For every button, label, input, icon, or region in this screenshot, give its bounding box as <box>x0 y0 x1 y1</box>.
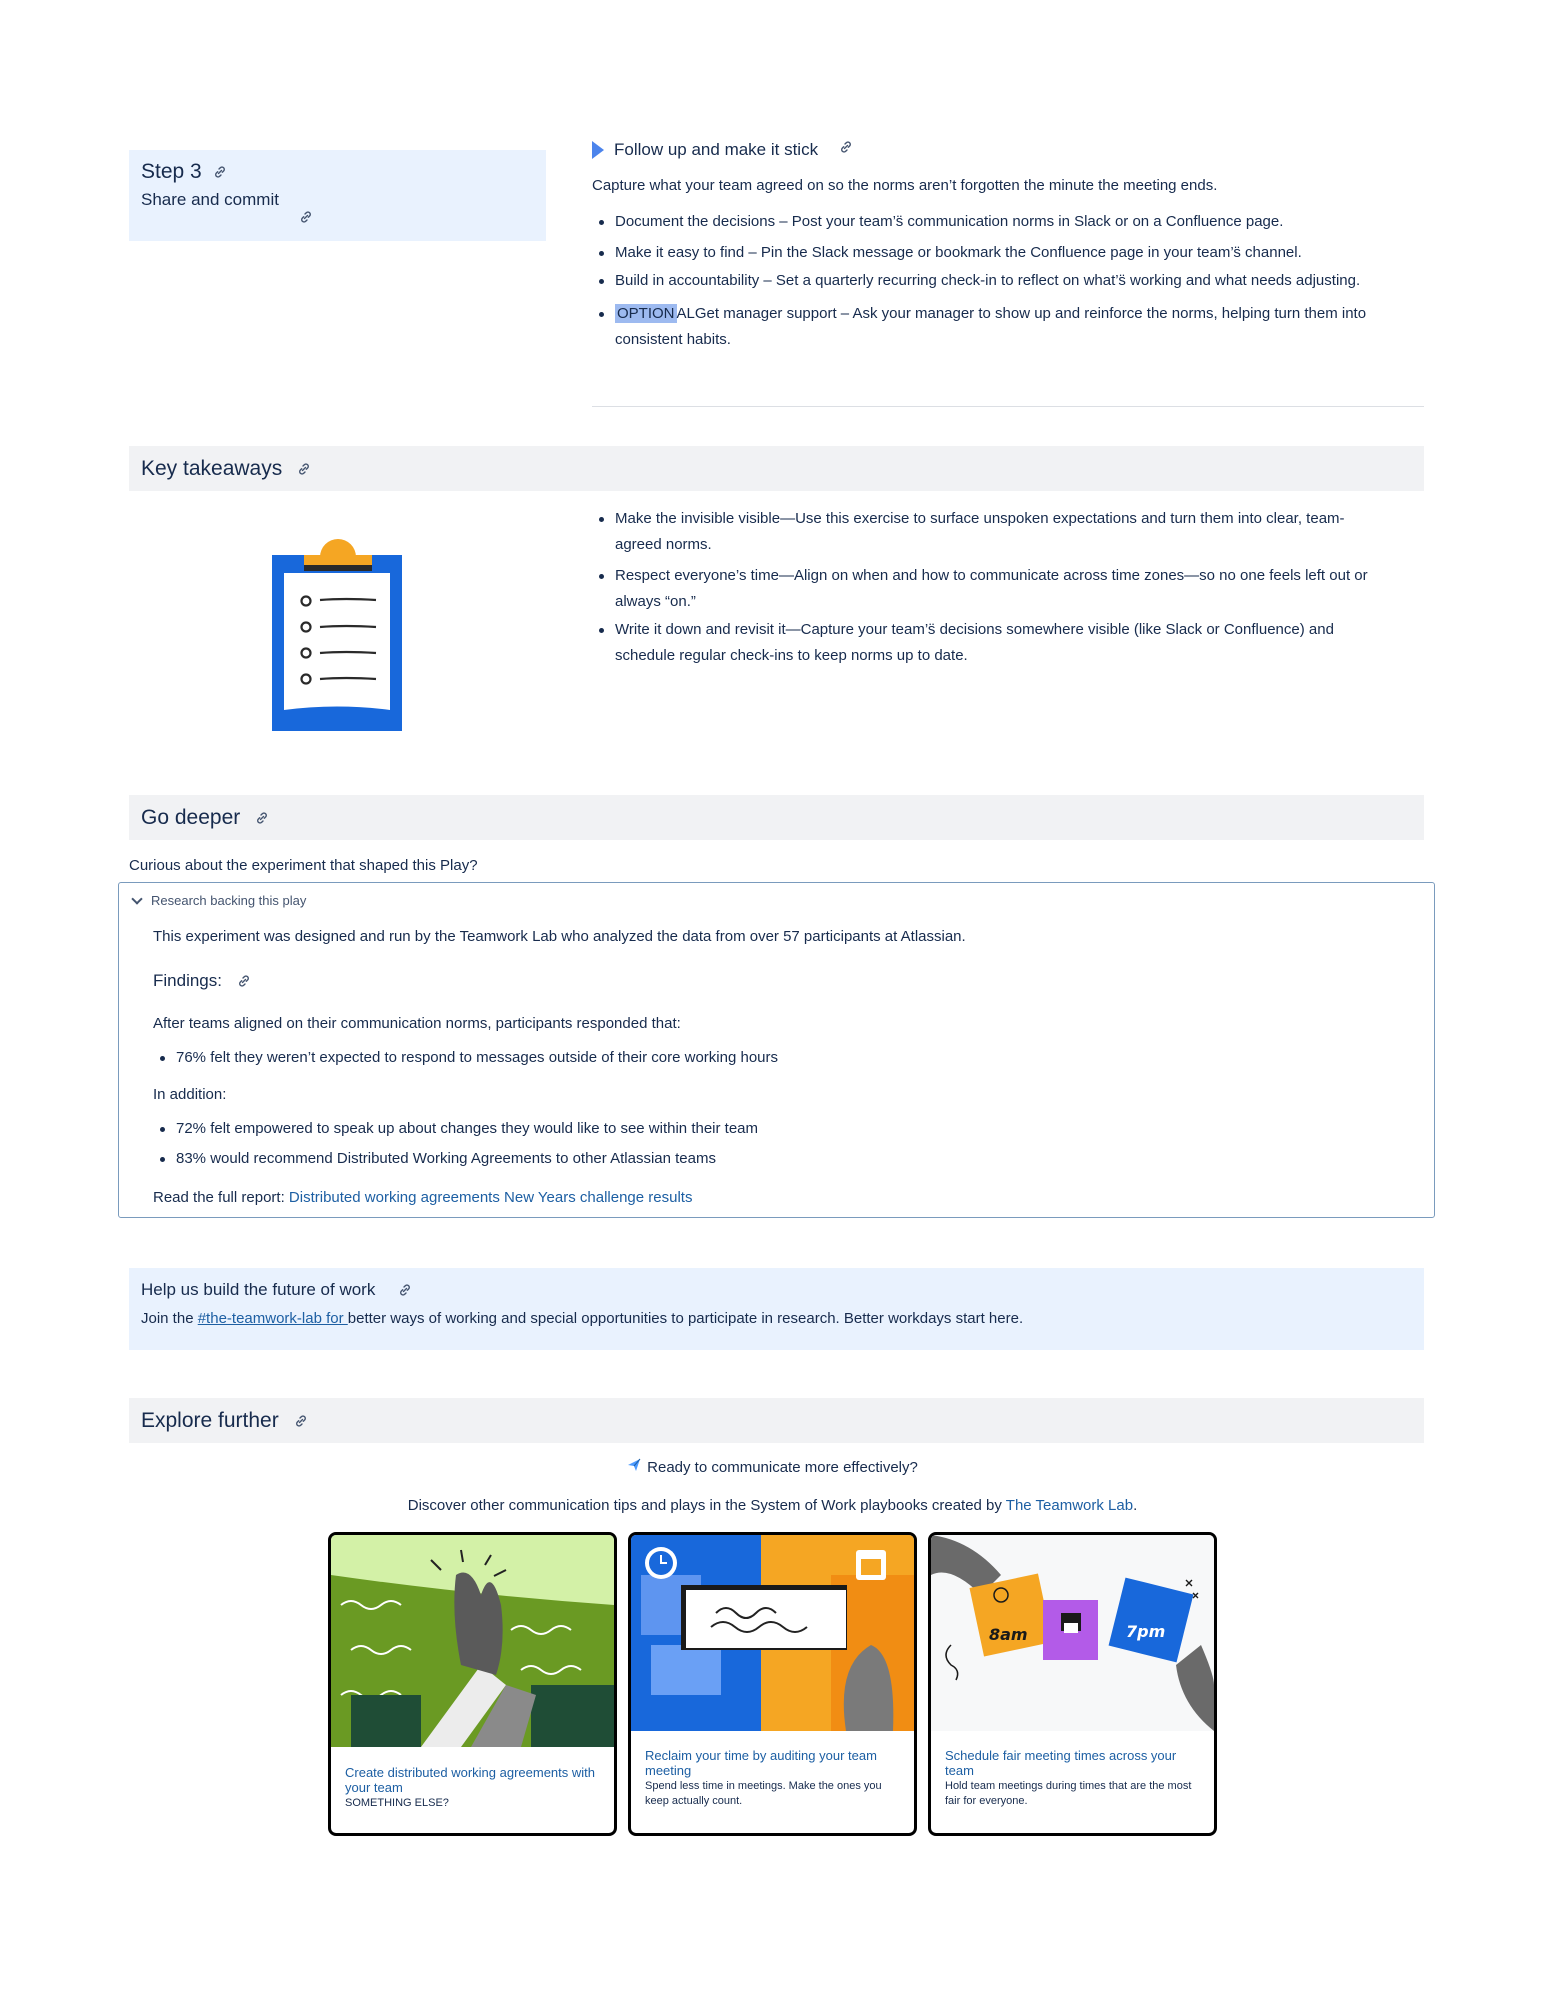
findings-intro: After teams aligned on their communication norms, participants responded that: <box>153 1015 681 1032</box>
experiment-text: This experiment was designed and run by the Teamwork Lab who analyzed the data from over 57 participants at Atlassian. <box>153 928 966 945</box>
help-text <box>141 1310 1412 1327</box>
link-icon[interactable] <box>838 139 854 155</box>
link-icon[interactable] <box>254 810 270 826</box>
research-expand <box>118 882 1435 1218</box>
card-title[interactable]: Reclaim your time by auditing your team meeting <box>645 1748 877 1778</box>
go-deeper-header <box>129 795 1424 840</box>
card-distributed-agreements[interactable] <box>328 1532 617 1836</box>
discover-end: . <box>1133 1497 1138 1514</box>
list-item <box>592 301 1392 353</box>
list-item: Build in accountability – Set a quarterly recurring check-in to reflect on what’s̈ working and what needs adjusting. <box>592 268 1392 293</box>
card-title[interactable]: Create distributed working agreements with your team <box>345 1765 596 1795</box>
divider <box>592 406 1424 407</box>
findings-title: Findings: <box>153 971 222 990</box>
link-icon[interactable] <box>212 164 228 180</box>
link-icon[interactable] <box>298 209 314 225</box>
help-text-after: better ways of working and special opportunities to participate in research. Better workdays start here. <box>347 1310 1024 1327</box>
help-title: Help us build the future of work <box>141 1280 376 1299</box>
step-subtitle: Share and commit <box>141 190 279 209</box>
expand-triangle-icon[interactable] <box>592 141 604 159</box>
list-item: Make the invisible visible—Use this exercise to surface unspoken expectations and turn them into clear, team-agreed norms. <box>592 506 1372 558</box>
follow-up-heading[interactable] <box>592 140 854 160</box>
chevron-down-icon[interactable] <box>131 893 142 904</box>
card-description: Spend less time in meetings. Make the ones you keep actually count. <box>645 1780 882 1807</box>
list-item: Write it down and revisit it—Capture your team’s̈ decisions somewhere visible (like Slack or Confluence) and schedule regular check-ins to keep norms up to date. <box>592 617 1372 669</box>
ready-line <box>0 1456 1545 1480</box>
card-title[interactable]: Schedule fair meeting times across your team <box>945 1748 1177 1778</box>
addition-list <box>153 1116 1153 1172</box>
paper-plane-icon <box>627 1456 641 1480</box>
list-item: 76% felt they weren’t expected to respond to messages outside of their core working hours <box>153 1045 1153 1071</box>
follow-up-title: Follow up and make it stick <box>614 140 819 159</box>
takeaways-list <box>592 506 1372 669</box>
key-takeaways-header <box>129 446 1424 491</box>
help-panel <box>129 1268 1424 1350</box>
card-image-label: 8am <box>989 1625 1028 1644</box>
list-item: Respect everyone’s time—Align on when and how to communicate across time zones—so no one feels left out or always “on.” <box>592 563 1372 615</box>
link-icon[interactable] <box>293 1413 309 1429</box>
go-deeper-intro: Curious about the experiment that shaped this Play? <box>129 857 478 874</box>
clipboard-illustration <box>270 535 406 735</box>
findings-heading <box>153 971 252 991</box>
addition-label: In addition: <box>153 1086 227 1103</box>
report-link[interactable]: Distributed working agreements New Years challenge results <box>288 1189 693 1206</box>
optional-highlight: OPTION <box>617 305 675 322</box>
card-image <box>331 1535 614 1747</box>
channel-link[interactable]: #the-teamwork-lab for <box>197 1310 348 1327</box>
teamwork-lab-link[interactable]: The Teamwork Lab <box>1005 1497 1134 1514</box>
link-icon[interactable] <box>296 461 312 477</box>
findings-list <box>153 1045 1153 1071</box>
help-text-before: Join the <box>141 1310 198 1327</box>
explore-further-header <box>129 1398 1424 1443</box>
report-label: Read the full report: <box>153 1189 289 1206</box>
card-image <box>631 1535 914 1731</box>
card-image <box>931 1535 1214 1731</box>
link-icon[interactable] <box>236 973 252 989</box>
step-panel <box>129 150 546 241</box>
list-item: 83% would recommend Distributed Working Agreements to other Atlassian teams <box>153 1146 1153 1172</box>
link-icon[interactable] <box>397 1282 413 1298</box>
follow-up-list <box>592 209 1392 353</box>
section-title: Go deeper <box>141 805 241 829</box>
discover-text: Discover other communication tips and plays in the System of Work playbooks created by <box>407 1497 1006 1514</box>
card-reclaim-time[interactable] <box>628 1532 917 1836</box>
ready-text: Ready to communicate more effectively? <box>647 1459 918 1476</box>
step-title: Step 3 <box>141 160 202 183</box>
optional-text: ALGet manager support – Ask your manager to show up and reinforce the norms, helping turn them into consistent habits. <box>615 305 1367 348</box>
follow-up-intro: Capture what your team agreed on so the norms aren’t forgotten the minute the meeting ends. <box>592 177 1218 194</box>
card-description: SOMETHING ELSE? <box>345 1797 449 1809</box>
card-description: Hold team meetings during times that are the most fair for everyone. <box>945 1780 1192 1807</box>
list-item: Document the decisions – Post your team’s̈ communication norms in Slack or on a Confluence page. <box>592 209 1392 235</box>
discover-line <box>0 1494 1545 1518</box>
report-line <box>153 1186 692 1210</box>
section-title: Key takeaways <box>141 456 283 480</box>
list-item: Make it easy to find – Pin the Slack message or bookmark the Confluence page in your team’s̈ channel. <box>592 240 1392 266</box>
expand-title[interactable]: Research backing this play <box>151 893 307 908</box>
card-image-label: 7pm <box>1126 1622 1166 1641</box>
section-title: Explore further <box>141 1408 279 1432</box>
card-fair-meeting-times[interactable] <box>928 1532 1217 1836</box>
list-item: 72% felt empowered to speak up about changes they would like to see within their team <box>153 1116 1153 1142</box>
expand-toggle[interactable] <box>133 893 306 908</box>
